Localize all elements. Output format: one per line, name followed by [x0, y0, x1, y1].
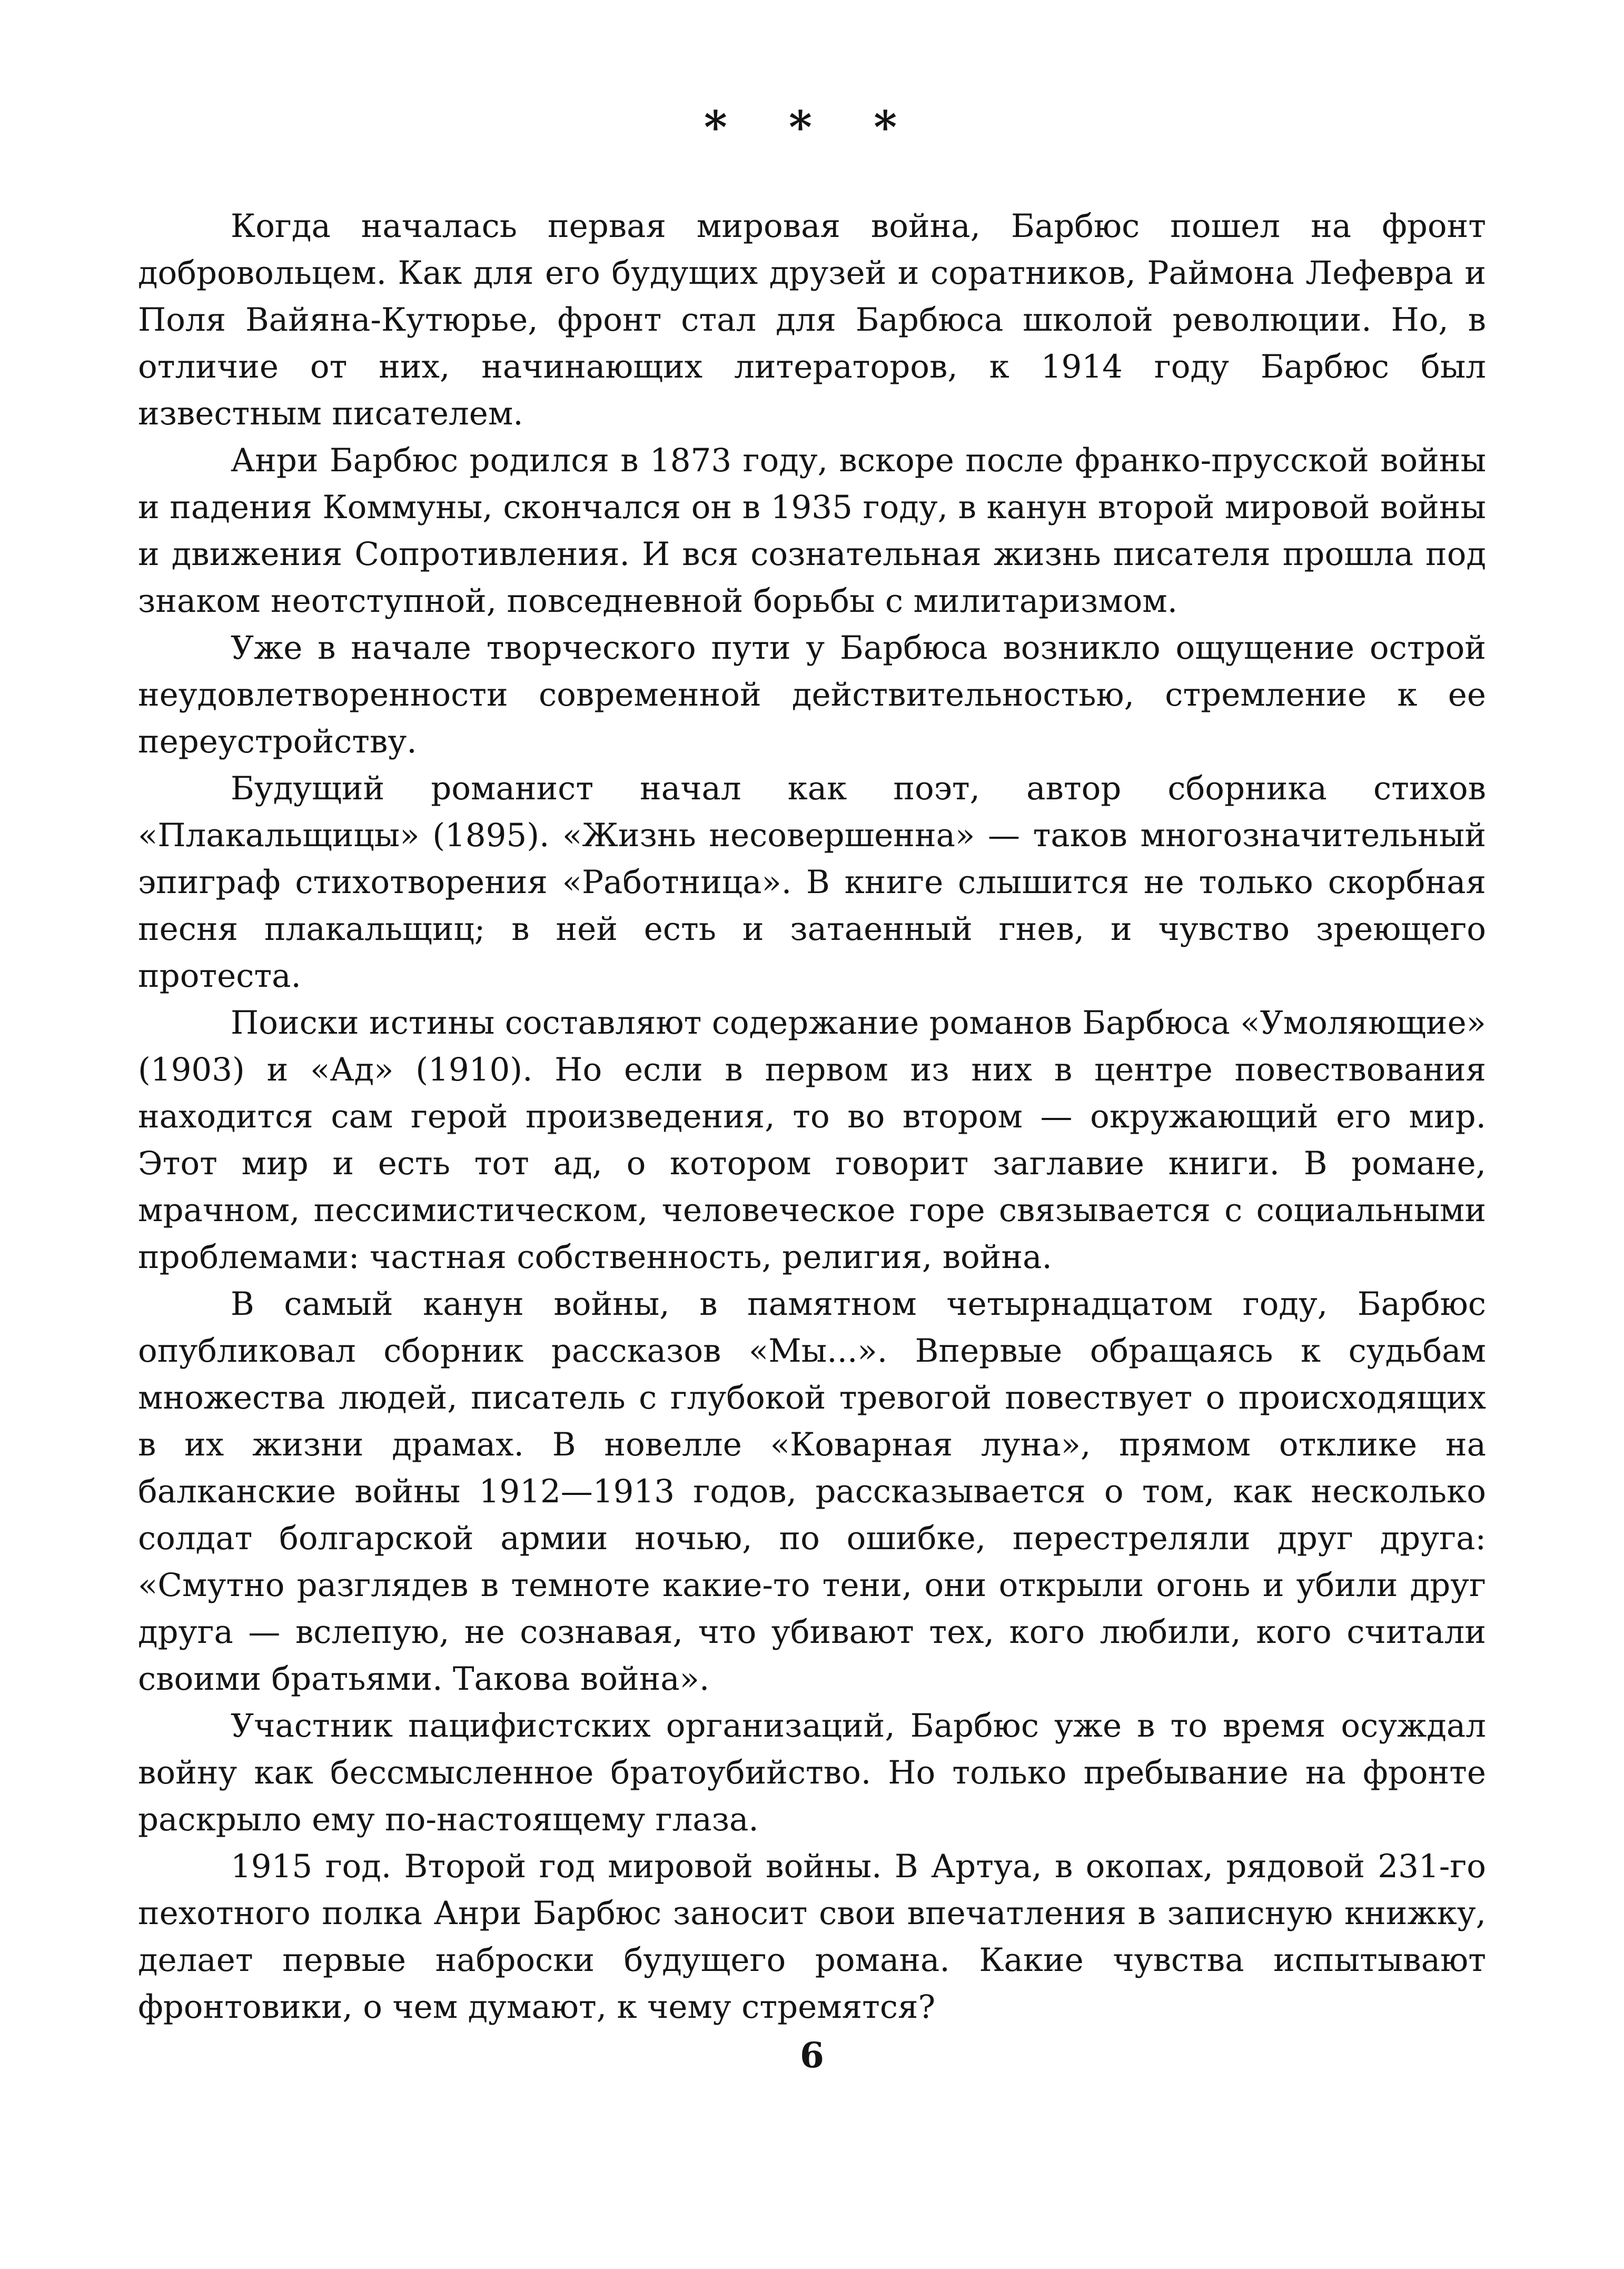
paragraph: Уже в начале творческого пути у Барбюса возникло ощущение острой неудовлетворенности современной действительностью, стремление к ее переустройству. — [138, 629, 1486, 760]
paragraph: Когда началась первая мировая война, Барбюс пошел на фронт добровольцем. Как для его будущих друзей и соратников, Раймона Лефевра и Поля Вайяна-Кутюрье, фронт стал для Барбюса школой революции. Но, в отличие от них, начинающих литераторов, к 1914 году Барбюс был известным писателем. — [138, 207, 1486, 432]
paragraph: Поиски истины составляют содержание романов Барбюса «Умоляющие» (1903) и «Ад» (1910). Но если в первом из них в центре повествования находится сам герой произведения, то во втором — окружающий его мир. Этот мир и есть тот ад, о котором говорит заглавие книги. В романе, мрачном, пессимистическом, человеческое горе связывается с социальными проблемами: частная собственность, религия, война. — [138, 1004, 1487, 1276]
section-ornament: * * * — [704, 101, 920, 153]
paragraph: Анри Барбюс родился в 1873 году, вскоре после франко-прусской войны и падения Коммуны, скончался он в 1935 году, в канун второй мировой войны и движения Сопротивления. И вся сознательная жизнь писателя прошла под знаком неотступной, повседневной борьбы с милитаризмом. — [138, 442, 1486, 620]
paragraph: 1915 год. Второй год мировой войны. В Артуа, в окопах, рядовой 231-го пехотного полка Анри Барбюс заносит свои впечатления в записную книжку, делает первые наброски будущего романа. Какие чувства испытывают фронтовики, о чем думают, к чему стремятся? — [138, 1848, 1486, 2026]
paragraph: Участник пацифистских организаций, Барбюс уже в то время осуждал войну как бессмысленное братоубийство. Но только пребывание на фронте раскрыло ему по-настоящему глаза. — [138, 1707, 1486, 1838]
body-text — [138, 203, 1486, 2030]
page-number: 6 — [800, 2035, 824, 2076]
paragraph: Будущий романист начал как поэт, автор сборника стихов «Плакальщицы» (1895). «Жизнь несовершенна» — таков многозначительный эпиграф стихотворения «Работница». В книге слышится не только скорбная песня плакальщиц; в ней есть и затаенный гнев, и чувство зреющего протеста. — [138, 770, 1486, 995]
paragraph: В самый канун войны, в памятном четырнадцатом году, Барбюс опубликовал сборник рассказов «Мы...». Впервые обращаясь к судьбам множества людей, писатель с глубокой тревогой повествует о происходящих в их жизни драмах. В новелле «Коварная луна», прямом отклике на балканские войны 1912—1913 годов, рассказывается о том, как несколько солдат болгарской армии ночью, по ошибке, перестреляли друг друга: «Смутно разглядев в темноте какие-то тени, они открыли огонь и убили друг друга — вслепую, не сознавая, что убивают тех, кого любили, кого считали своими братьями. Такова война». — [138, 1285, 1486, 1698]
